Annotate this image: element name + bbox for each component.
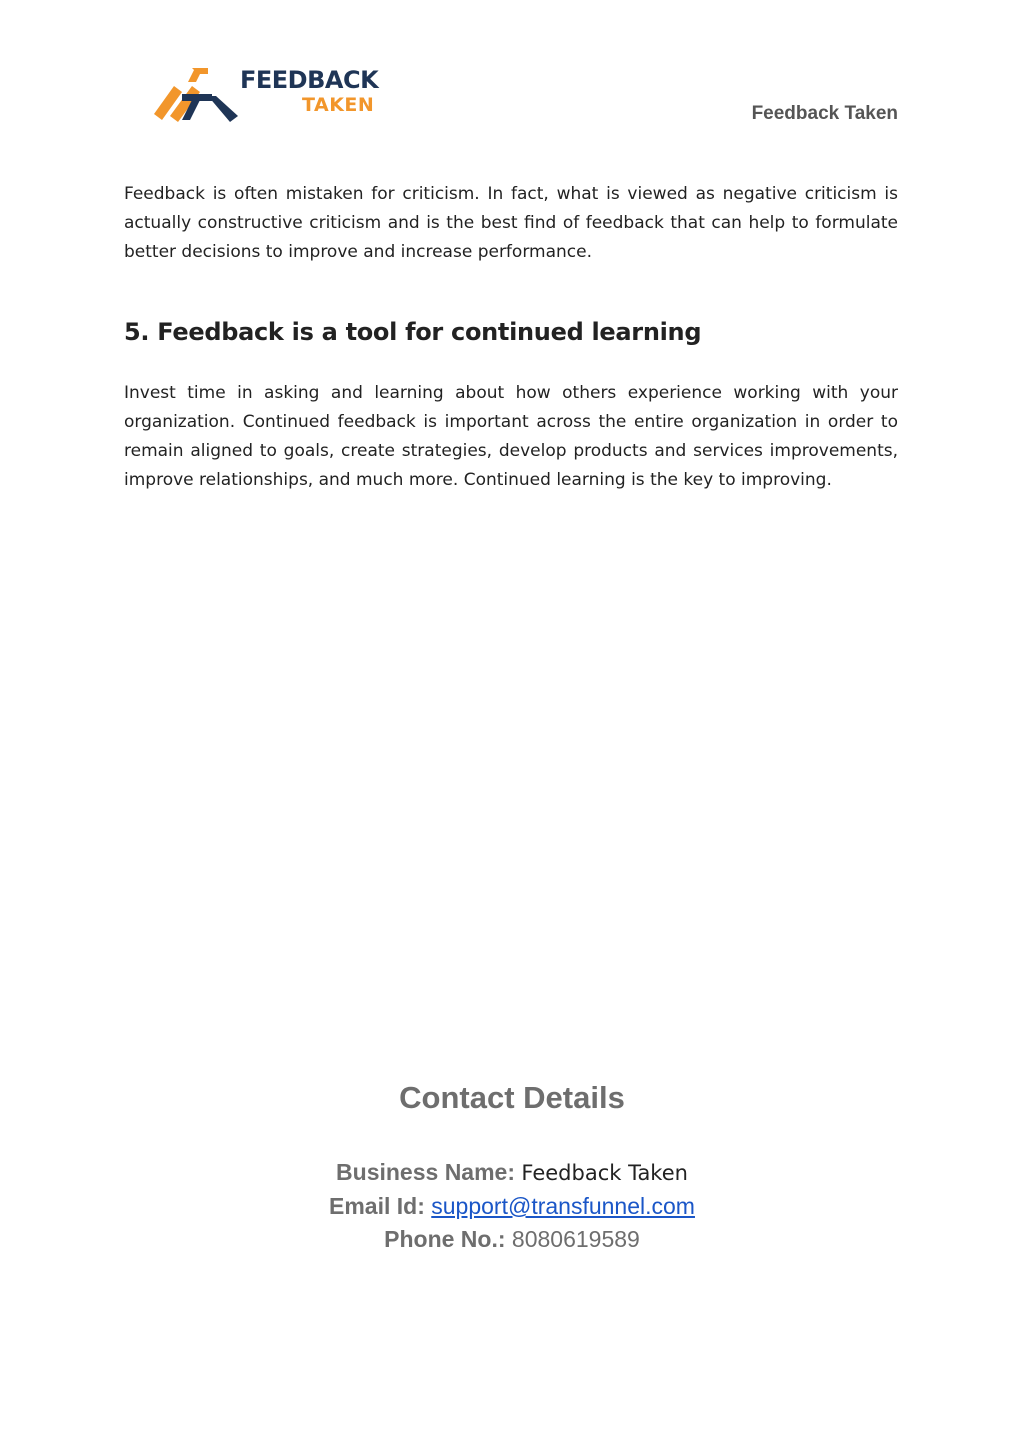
- phone-line: [0, 1223, 1024, 1256]
- phone-label: Phone No.:: [384, 1226, 506, 1252]
- paragraph-criticism: Feedback is often mistaken for criticism. In fact, what is viewed as negative criticism is actually constructive criticism and is the best find of feedback that can help to formulate better decisions to improve and increase performance.: [124, 184, 898, 262]
- paragraph-continued-learning: Invest time in asking and learning about how others experience working with your organization. Continued feedback is important across the entire organization in order to remain aligned to goals, create strategies, develop products and services improvements, improve relationships, and much more. Continued learning is the key to improving.: [124, 383, 898, 490]
- logo-text-feedback: FEEDBACK: [240, 66, 379, 94]
- header-title: Feedback Taken: [751, 103, 898, 124]
- feedback-taken-logo: [152, 64, 382, 128]
- section-heading: 5. Feedback is a tool for continued learning: [124, 318, 702, 346]
- logo-mark-icon: [152, 64, 242, 128]
- logo-text-taken: TAKEN: [302, 94, 375, 116]
- business-name-value: Feedback Taken: [521, 1161, 688, 1185]
- email-line: [0, 1190, 1024, 1223]
- phone-value: 8080619589: [511, 1226, 640, 1252]
- article-body: [124, 180, 898, 495]
- contact-details-section: [0, 1076, 1024, 1256]
- email-label: Email Id:: [329, 1193, 425, 1219]
- email-link[interactable]: support@transfunnel.com: [431, 1193, 695, 1219]
- business-name-label: Business Name:: [336, 1159, 516, 1185]
- business-name-line: [0, 1156, 1024, 1190]
- contact-details-title: Contact Details: [399, 1080, 625, 1115]
- contact-lines: [0, 1156, 1024, 1256]
